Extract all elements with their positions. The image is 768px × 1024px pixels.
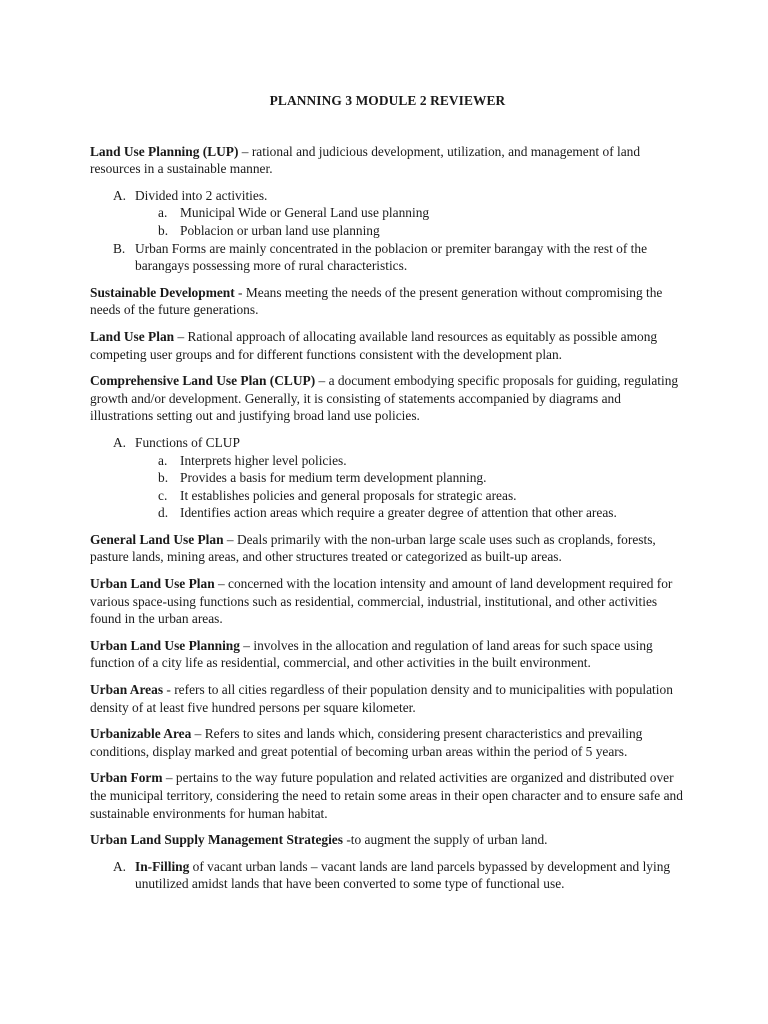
definition-text: – concerned with the location intensity and amount of land development required for various space-using functions such as residential, commercial, industrial, institutional, and other activities found in the urban areas. — [90, 576, 673, 627]
supply-list — [90, 858, 685, 893]
definition-text: – Refers to sites and lands which, considering present characteristics and prevailing conditions, display marked and great potential of becoming urban areas within the period of 5 years. — [90, 726, 643, 759]
list-item — [90, 187, 685, 240]
sublist-marker: d. — [158, 505, 169, 521]
sublist-marker: b. — [158, 470, 169, 486]
list-item-text: of vacant urban lands – vacant lands are land parcels bypassed by development and lying unutilized amidst lands that have been converted to some type of functional use. — [135, 858, 671, 892]
sublist-marker: c. — [158, 487, 168, 503]
definition-urban-land-supply-strategies — [90, 831, 685, 849]
sublist — [135, 452, 685, 522]
definition-urban-land-use-planning — [90, 637, 685, 672]
sublist-item — [135, 204, 685, 222]
list-item-text: Divided into 2 activities. — [135, 187, 268, 203]
definition-text: – a document embodying specific proposals for guiding, regulating growth and/or development. Generally, it is consisting of statements accompanied by diagrams and illustrations setting out and justifying broad land use policies. — [90, 373, 679, 424]
sublist-marker: b. — [158, 222, 169, 238]
definition-text: – involves in the allocation and regulation of land areas for such space using function of a city life as residential, commercial, and other activities in the built environment. — [90, 637, 653, 671]
term: Urban Land Use Planning — [90, 637, 240, 653]
definition-clup — [90, 372, 685, 425]
sublist-item-text: Provides a basis for medium term development planning. — [180, 470, 487, 486]
definition-urban-land-use-plan — [90, 575, 685, 628]
sublist-item — [135, 452, 685, 470]
lup-list — [90, 187, 685, 275]
term: Land Use Plan — [90, 328, 175, 344]
term: Urban Land Supply Management Strategies — [90, 832, 343, 848]
sublist-marker: a. — [158, 452, 168, 468]
sublist-item — [135, 504, 685, 522]
definition-text: - refers to all cities regardless of their population density and to municipalities with population density of at least five hundred persons per square kilometer. — [90, 682, 673, 715]
sublist — [135, 204, 685, 239]
definition-urbanizable-area — [90, 725, 685, 760]
definition-land-use-planning — [90, 143, 685, 178]
list-marker: B. — [113, 240, 126, 256]
sublist-item-text: Interprets higher level policies. — [180, 452, 347, 468]
list-item-text: Functions of CLUP — [135, 434, 240, 450]
document-page — [90, 92, 685, 902]
definition-general-land-use-plan — [90, 531, 685, 566]
sublist-item-text: Poblacion or urban land use planning — [180, 222, 380, 238]
sublist-item — [135, 222, 685, 240]
definition-land-use-plan — [90, 328, 685, 363]
list-item — [90, 240, 685, 275]
list-item-term: In-Filling — [135, 858, 190, 874]
definition-text: – pertains to the way future population and related activities are organized and distributed over the municipal territory, considering the need to retain some areas in their open character and to ensure safe and sustainable environments for human habitat. — [90, 770, 683, 821]
term: Urban Form — [90, 770, 163, 786]
definition-text: – rational and judicious development, utilization, and management of land resources in a sustainable manner. — [90, 143, 641, 177]
term: Land Use Planning (LUP) — [90, 143, 239, 159]
definition-text: – Rational approach of allocating available land resources as equitably as possible among competing user groups and for different functions consistent with the development plan. — [90, 328, 658, 362]
term: General Land Use Plan — [90, 531, 224, 547]
term: Urban Land Use Plan — [90, 576, 215, 592]
list-item-text: Urban Forms are mainly concentrated in the poblacion or premiter barangay with the rest of the barangays possessing more of rural characteristics. — [135, 240, 648, 274]
sublist-item — [135, 469, 685, 487]
definition-text: -to augment the supply of urban land. — [342, 832, 548, 848]
definition-sustainable-development — [90, 284, 685, 319]
term: Sustainable Development — [90, 284, 235, 300]
sublist-item-text: Municipal Wide or General Land use planning — [180, 205, 430, 221]
list-marker: A. — [113, 434, 127, 450]
sublist-marker: a. — [158, 205, 168, 221]
sublist-item-text: It establishes policies and general proposals for strategic areas. — [180, 487, 517, 503]
definition-text: – Deals primarily with the non-urban large scale uses such as croplands, forests, pasture lands, mining areas, and other structures treated or categorized as built-up areas. — [90, 531, 656, 565]
definition-text: - Means meeting the needs of the present generation without compromising the needs of the future generations. — [90, 284, 663, 318]
list-marker: A. — [113, 858, 127, 874]
list-item — [90, 858, 685, 893]
term: Urbanizable Area — [90, 726, 192, 742]
sublist-item-text: Identifies action areas which require a greater degree of attention that other areas. — [180, 505, 617, 521]
term: Comprehensive Land Use Plan (CLUP) — [90, 373, 316, 389]
list-marker: A. — [113, 187, 127, 203]
term: Urban Areas — [90, 682, 164, 698]
sublist-item — [135, 487, 685, 505]
clup-list — [90, 434, 685, 522]
page-title: PLANNING 3 MODULE 2 REVIEWER — [269, 93, 506, 108]
list-item — [90, 434, 685, 522]
definition-urban-areas — [90, 681, 685, 716]
definition-urban-form — [90, 769, 685, 822]
